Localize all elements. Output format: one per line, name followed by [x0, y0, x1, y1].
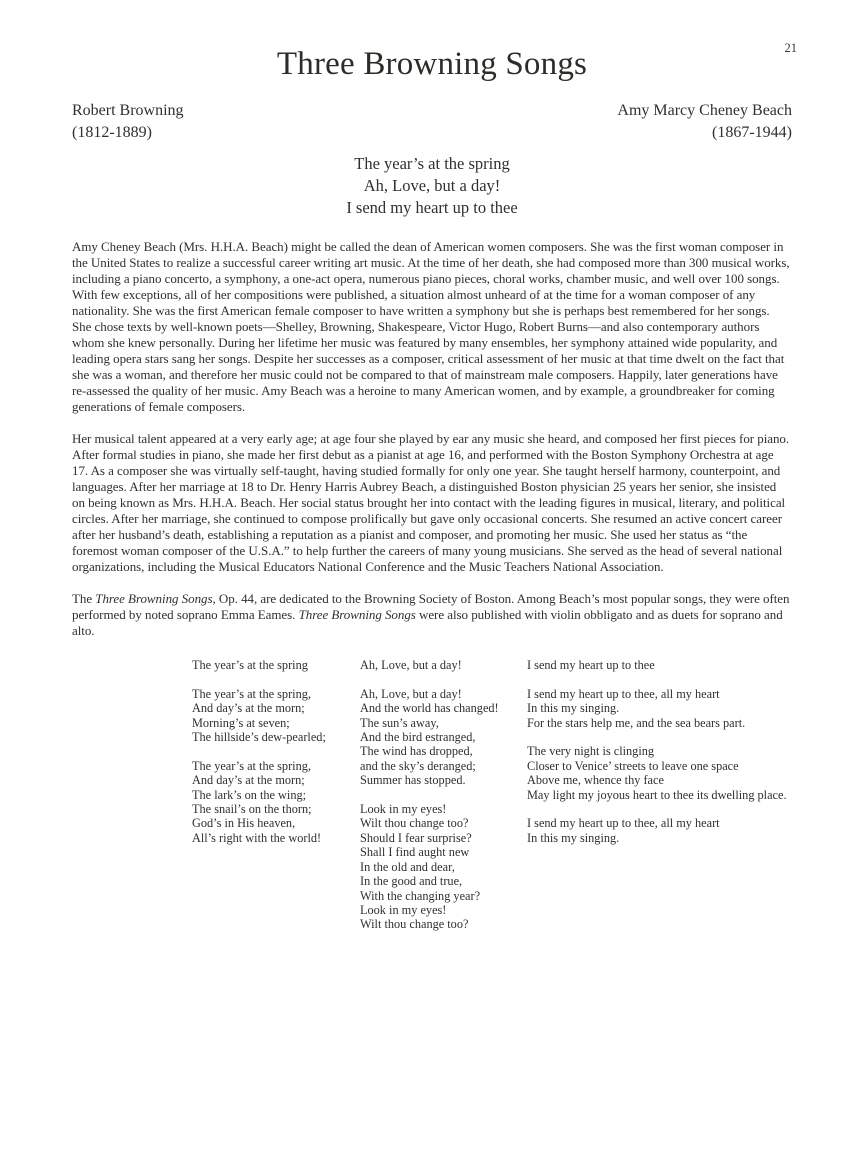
epigraph	[72, 153, 792, 219]
poem-line: May light my joyous heart to thee its dwelling place.	[527, 787, 787, 802]
poem-line	[360, 672, 527, 686]
bio-paragraph: Amy Cheney Beach (Mrs. H.H.A. Beach) might be called the dean of American women composers. She was the first woman composer in the United States to realize a successful career writing art music. At the time of her death, she had composed more than 300 musical works, including a piano concerto, a symphony, a one-act opera, numerous piano pieces, choral works, chamber music, and well over 100 songs. With few exceptions, all of her compositions were published, a situation almost unheard of at the time for a woman composer of any nationality. She was the first American female composer to have written a symphony but she is perhaps best remembered for her songs. She chose texts by well-known poets—Shelley, Browning, Shakespeare, Victor Hugo, Robert Burns—and also contemporary authors whom she knew personally. During her lifetime her music was featured by many ensembles, her symphony attained wide popularity, and leading opera stars sang her songs. Despite her successes as a composer, critical assessment of her music at that time dwelt on the fact that she was a woman, and therefore her music could not be compared to that of mainstream male composers. Happily, later generations have re-assessed the quality of her music. Amy Beach was a heroine to many American women, and by example, a groundbreaker for coming generations of female composers.	[72, 239, 790, 414]
poem-line: Above me, whence thy face	[527, 773, 664, 788]
bio-paragraph: The Three Browning Songs, Op. 44, are dedicated to the Browning Society of Boston. Among Beach’s most popular songs, they were often performed by noted soprano Emma Eames. Three Browning Songs were also published with violin obbligato and as duets for soprano and alto.	[72, 591, 790, 638]
epigraph-line: The year’s at the spring	[354, 154, 510, 173]
poem-line: The lark’s on the wing;	[192, 787, 307, 802]
poem-line: Wilt thou change too?	[360, 816, 469, 831]
poem-line	[527, 672, 792, 686]
song-lyrics-columns	[192, 658, 792, 932]
poem-line: I send my heart up to thee, all my heart	[527, 686, 720, 701]
poem-line: Wilt thou change too?	[360, 917, 469, 932]
poem-line: Summer has stopped.	[360, 773, 466, 788]
poem-line: All’s right with the world!	[192, 830, 322, 845]
poem-line: Morning’s at seven;	[192, 715, 290, 730]
poem-line: Ah, Love, but a day!	[360, 658, 462, 672]
composer-dates: (1867-1944)	[712, 124, 792, 141]
poet-credit	[72, 100, 184, 144]
poem-line: The hillside’s dew-pearled;	[192, 730, 326, 745]
composer-credit	[617, 100, 792, 144]
poem-line: The sun’s away,	[360, 715, 439, 730]
page-number: 21	[784, 41, 797, 55]
poem-line: I send my heart up to thee	[527, 658, 655, 672]
poem-line: The very night is clinging	[527, 744, 655, 759]
bio-paragraph: Her musical talent appeared at a very early age; at age four she played by ear any music she heard, and composed her first pieces for piano. After formal studies in piano, she made her first debut as a pianist at age 16, and performed with the Boston Symphony Orchestra at age 17. As a composer she was virtually self-taught, having studied formally for only one year. She taught herself harmony, counterpoint, and languages. After her marriage at 18 to Dr. Henry Harris Aubrey Beach, a distinguished Boston physician 25 years her senior, she insisted on being known as Mrs. H.H.A. Beach. Her social status brought her into contact with the leading figures in musical, literary, and political circles. After her marriage, she continued to compose prolifically but gave only occasional concerts. She resumed an active concert career after her husband’s death, establishing a reputation as a pianist and composer, and promoting her music. She used her status as “the foremost woman composer of the U.S.A.” to help further the careers of many young musicians. She served as the head of several national organizations, including the Musical Educators National Conference and the Music Teachers National Association.	[72, 431, 790, 574]
poet-name: Robert Browning	[72, 102, 184, 119]
byline-row	[72, 100, 792, 144]
poem-line: The year’s at the spring,	[192, 758, 311, 773]
poem-line: The year’s at the spring	[192, 658, 308, 672]
poem-line	[192, 672, 360, 686]
poem-line: I send my heart up to thee, all my heart	[527, 816, 720, 831]
poem-line	[527, 730, 792, 744]
poem-line: Should I fear surprise?	[360, 830, 472, 845]
song-column	[192, 658, 360, 932]
poem-line: The year’s at the spring,	[192, 686, 311, 701]
song-column	[360, 658, 527, 932]
poem-line: In this my singing.	[527, 701, 620, 716]
biography	[72, 239, 792, 639]
poem-line: For the stars help me, and the sea bears part.	[527, 715, 746, 730]
poem-line: And day’s at the morn;	[192, 773, 305, 788]
poem-line: With the changing year?	[360, 888, 481, 903]
poem-line: Shall I find aught new	[360, 845, 470, 860]
poem-line: And day’s at the morn;	[192, 701, 305, 716]
page-title: Three Browning Songs	[276, 46, 588, 82]
poem-line: Look in my eyes!	[360, 802, 447, 817]
poem-line: The wind has dropped,	[360, 744, 473, 759]
poem-line: In this my singing.	[527, 830, 620, 845]
epigraph-line: Ah, Love, but a day!	[363, 176, 501, 195]
song-column	[527, 658, 792, 932]
poem-line: Ah, Love, but a day!	[360, 686, 462, 701]
poem-line: The snail’s on the thorn;	[192, 802, 312, 817]
epigraph-line: I send my heart up to thee	[346, 198, 518, 217]
poem-line	[527, 802, 792, 816]
poem-line: In the good and true,	[360, 874, 463, 889]
poem-line: And the world has changed!	[360, 701, 499, 716]
poem-line	[192, 744, 360, 758]
poem-line: In the old and dear,	[360, 859, 455, 874]
poem-line: and the sky’s deranged;	[360, 758, 476, 773]
composer-name: Amy Marcy Cheney Beach	[617, 102, 792, 119]
poem-line: Closer to Venice’ streets to leave one space	[527, 758, 739, 773]
poem-line	[360, 788, 527, 802]
poem-line: Look in my eyes!	[360, 902, 447, 917]
poem-line: God’s in His heaven,	[192, 816, 296, 831]
poem-line: And the bird estranged,	[360, 730, 476, 745]
poet-dates: (1812-1889)	[72, 124, 152, 141]
